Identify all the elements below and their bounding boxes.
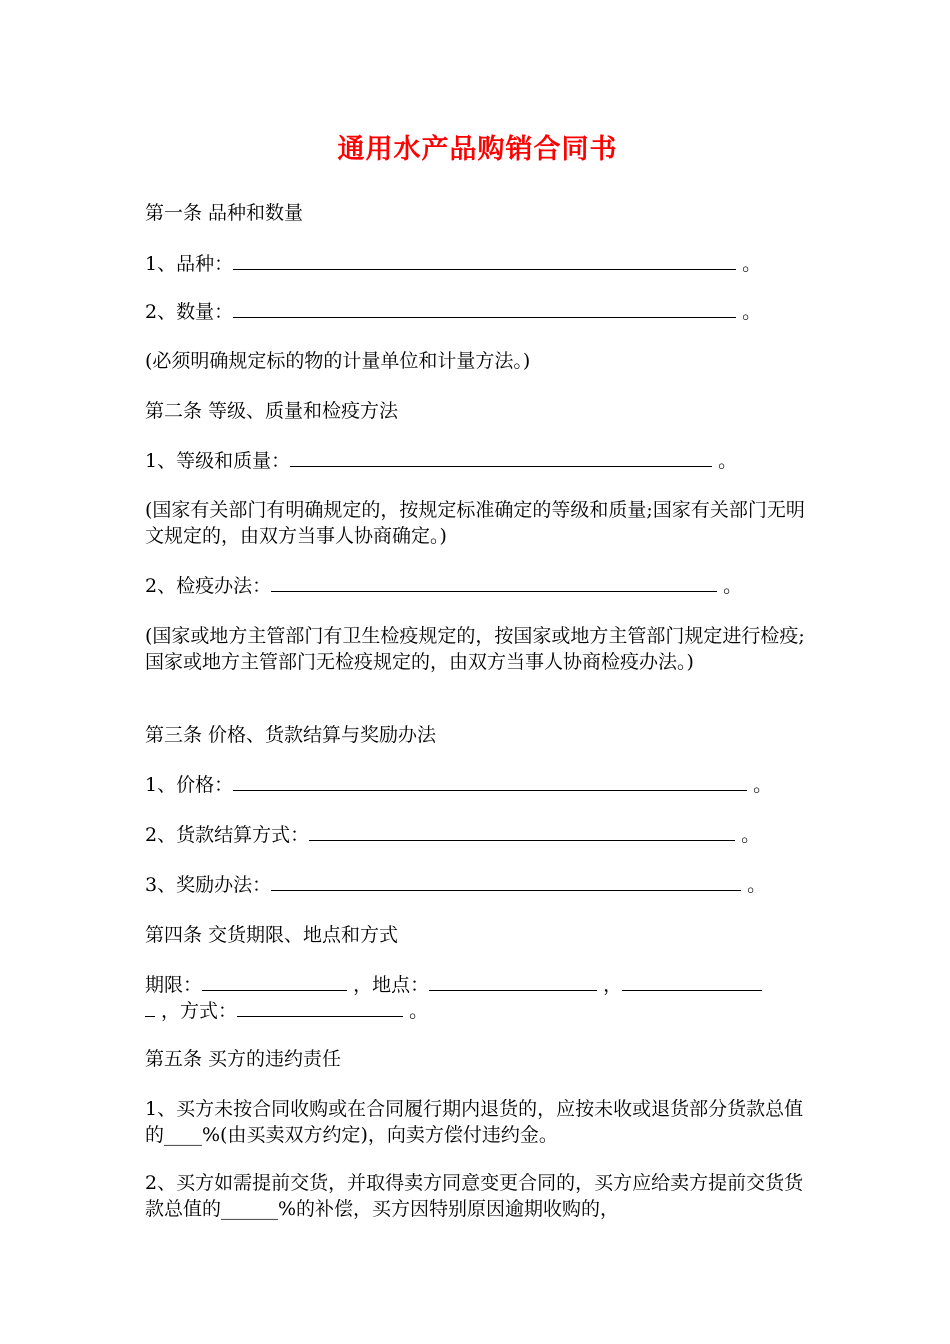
term-blank[interactable] (202, 972, 347, 991)
comma-sep: ， (603, 974, 623, 996)
article1-item2-label: 2、数量： (145, 301, 234, 323)
article1-item1-end: 。 (742, 253, 762, 275)
quantity-blank[interactable] (233, 299, 736, 318)
article4-heading: 第四条 交货期限、地点和方式 (145, 924, 399, 946)
place-label: ，地点： (353, 974, 430, 996)
article5-item2: 2、买方如需提前交货，并取得卖方同意变更合同的，买方应给卖方提前交货货款总值的______%的补偿，买方因特别原因逾期收购的， (145, 1172, 804, 1220)
document-title: 通用水产品购销合同书 (337, 134, 618, 165)
article2-item1 (145, 448, 810, 474)
extra-blank[interactable] (622, 972, 762, 991)
article3-item2-label: 2、货款结算方式： (145, 824, 310, 846)
settlement-blank[interactable] (309, 822, 735, 841)
reward-blank[interactable] (271, 872, 741, 891)
grade-quality-blank[interactable] (290, 448, 712, 467)
article2-note1: (国家有关部门有明确规定的，按规定标准确定的等级和质量;国家有关部门无明文规定的，由双方当事人协商确定。) (145, 499, 805, 547)
article3-heading: 第三条 价格、货款结算与奖励办法 (145, 724, 437, 746)
method-label: ，方式： (161, 1000, 238, 1022)
article2-item1-label: 1、等级和质量： (145, 450, 291, 472)
article1-item2-end: 。 (742, 301, 762, 323)
article1-item1-label: 1、品种： (145, 253, 234, 275)
place-blank[interactable] (429, 972, 597, 991)
article2-item2 (145, 573, 810, 599)
article2-item1-end: 。 (718, 450, 738, 472)
article2-item2-end: 。 (723, 575, 743, 597)
quarantine-blank[interactable] (271, 573, 717, 592)
article5-heading: 第五条 买方的违约责任 (145, 1048, 342, 1070)
article5-item1: 1、买方未按合同收购或在合同履行期内退货的，应按未收或退货部分货款总值的____%(由买卖双方约定)，向卖方偿付违约金。 (145, 1098, 804, 1146)
article2-item2-label: 2、检疫办法： (145, 575, 272, 597)
article3-item1-label: 1、价格： (145, 774, 234, 796)
article3-item2 (145, 822, 810, 848)
article3-item3-end: 。 (747, 874, 767, 896)
article2-heading: 第二条 等级、质量和检疫方法 (145, 400, 399, 422)
article4-end: 。 (409, 1000, 429, 1022)
term-label: 期限： (145, 974, 203, 996)
variety-blank[interactable] (233, 251, 736, 270)
method-blank[interactable] (237, 998, 403, 1017)
article1-note: (必须明确规定标的物的计量单位和计量方法。) (145, 350, 531, 372)
extra-blank-cont[interactable] (145, 998, 155, 1017)
article1-item1 (145, 251, 810, 277)
article4-terms-line1 (145, 972, 810, 998)
article4-terms-line2 (145, 998, 810, 1024)
article3-item1-end: 。 (753, 774, 773, 796)
article3-item2-end: 。 (741, 824, 761, 846)
article1-heading: 第一条 品种和数量 (145, 202, 304, 224)
article1-item2 (145, 299, 810, 325)
article3-item1 (145, 772, 810, 798)
article3-item3 (145, 872, 810, 898)
article2-note2: (国家或地方主管部门有卫生检疫规定的，按国家或地方主管部门规定进行检疫;国家或地方主管部门无检疫规定的，由双方当事人协商检疫办法。) (145, 625, 805, 673)
price-blank[interactable] (233, 772, 747, 791)
article3-item3-label: 3、奖励办法： (145, 874, 272, 896)
